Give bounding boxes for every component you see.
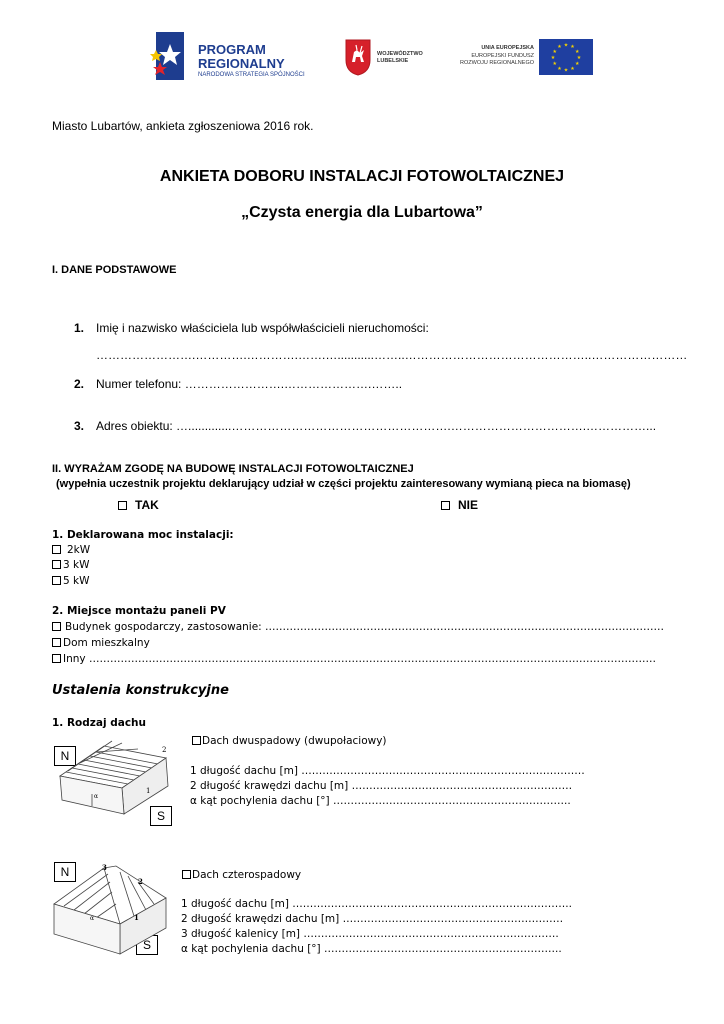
ue-line3: ROZWOJU REGIONALNEGO	[460, 60, 534, 66]
program-line3: NARODOWA STRATEGIA SPÓJNOŚCI	[198, 72, 305, 78]
roof1-south-label: S	[156, 809, 165, 823]
svg-text:★: ★	[550, 55, 556, 61]
roof1-label-1: 1	[146, 787, 151, 795]
svg-text:★: ★	[576, 55, 582, 61]
hip-roof-diagram	[50, 858, 172, 958]
svg-text:★: ★	[552, 48, 558, 55]
section2-heading: II. WYRAŻAM ZGODĘ NA BUDOWĘ INSTALACJI FOTOWOLTAICZNEJ	[52, 463, 414, 475]
mount-heading: 2. Miejsce montażu paneli PV	[52, 605, 226, 617]
ue-line1: UNIA EUROPEJSKA	[481, 45, 534, 51]
roof2-south-label: S	[142, 938, 151, 952]
power-option-3kw[interactable]	[52, 559, 89, 571]
power-3kw-checkbox[interactable]	[52, 560, 61, 569]
name-field-line[interactable]: …………………….………….………….…….…...........……..………………………………………..……………………	[96, 348, 688, 362]
mount-dom-checkbox[interactable]	[52, 638, 61, 647]
svg-text:★: ★	[563, 67, 569, 74]
roof2-field-length[interactable]: 1 długość dachu [m] ……………………………………………………………………..	[181, 898, 572, 910]
ue-line2: EUROPEJSKI FUNDUSZ	[471, 53, 534, 59]
roof1-field-length[interactable]: 1 długość dachu [m] ………………………………………………………………………	[190, 765, 585, 777]
roof2-label-alpha: α	[90, 915, 95, 922]
address-field-line[interactable]: Adres obiektu: ….............……………………………………………….…………………………….……………...	[96, 419, 657, 433]
nie-label: NIE	[458, 498, 479, 512]
svg-text:★: ★	[574, 48, 580, 55]
nie-checkbox[interactable]	[441, 501, 450, 510]
roof2-label-1: 1	[134, 913, 139, 922]
wojewodztwo-line1: WOJEWÓDZTWO	[377, 51, 423, 57]
svg-text:★: ★	[570, 44, 575, 51]
roof1-field-edge[interactable]: 2 długość krawędzi dachu [m] ………………………………………………………	[190, 780, 573, 792]
mount-option-dom[interactable]	[52, 637, 150, 649]
program-line1: PROGRAM	[198, 42, 266, 57]
item1-label: Imię i nazwisko właściciela lub współwłaścicieli nieruchomości:	[96, 321, 429, 335]
roof2-checkbox[interactable]	[182, 870, 191, 879]
nie-option[interactable]	[441, 498, 478, 512]
unia-europejska-logo	[454, 39, 594, 77]
svg-text:★: ★	[563, 42, 569, 49]
roof1-type-label: Dach dwuspadowy (dwupołaciowy)	[202, 735, 387, 747]
construction-heading: Ustalenia konstrukcyjne	[52, 683, 229, 698]
item1-num: 1.	[74, 321, 85, 335]
program-line2: REGIONALNY	[198, 56, 285, 71]
roof2-field-edge[interactable]: 2 długość krawędzi dachu [m] ………………………………………………………	[181, 913, 564, 925]
power-option-5kw[interactable]	[52, 575, 89, 587]
roof2-field-angle[interactable]: α kąt pochylenia dachu [°] …………………………………………………………..	[181, 943, 562, 955]
wojewodztwo-line2: LUBELSKIE	[377, 58, 409, 64]
phone-field-line[interactable]: Numer telefonu: …………………….………………….……..	[96, 377, 403, 391]
item2-num: 2.	[74, 377, 85, 391]
program-star-icon	[150, 30, 186, 82]
intro-line: Miasto Lubartów, ankieta zgłoszeniowa 2016 rok.	[52, 119, 314, 133]
roof-heading: 1. Rodzaj dachu	[52, 717, 146, 729]
tak-checkbox[interactable]	[118, 501, 127, 510]
gable-roof-diagram	[56, 738, 178, 820]
item3-num: 3.	[74, 419, 85, 433]
svg-text:★: ★	[557, 44, 562, 51]
page-title: ANKIETA DOBORU INSTALACJI FOTOWOLTAICZNEJ	[159, 168, 565, 185]
section2-subheading: (wypełnia uczestnik projektu deklarujący udział w części projektu zainteresowany wymianą pieca na biomasę)	[56, 478, 631, 490]
svg-text:★: ★	[574, 61, 580, 68]
roof2-label-2: 2	[138, 877, 143, 886]
power-2kw-checkbox[interactable]	[52, 545, 61, 554]
roof1-checkbox[interactable]	[192, 736, 201, 745]
roof2-type-label: Dach czterospadowy	[192, 869, 302, 881]
roof1-label-alpha: α	[94, 793, 99, 800]
svg-text:★: ★	[557, 65, 562, 72]
mount-option-inny[interactable]	[52, 653, 656, 665]
roof2-north-label: N	[60, 865, 70, 879]
mount-gospodarczy-label: Budynek gospodarczy, zastosowanie: ……………………………………………………………………………………………………	[65, 621, 665, 633]
wojewodztwo-logo	[344, 38, 439, 78]
roof2-field-ridge[interactable]: 3 długość kalenicy [m] ……………………………………………………………….	[181, 928, 559, 940]
coat-of-arms-icon	[344, 38, 372, 76]
power-3kw-label: 3 kW	[63, 559, 90, 571]
mount-inny-checkbox[interactable]	[52, 654, 61, 663]
roof1-field-angle[interactable]: α kąt pochylenia dachu [°] …………………………………………………………..	[190, 795, 571, 807]
svg-text:★: ★	[570, 65, 575, 72]
tak-label: TAK	[135, 498, 159, 512]
tak-option[interactable]	[118, 498, 159, 512]
section1-heading: I. DANE PODSTAWOWE	[52, 264, 177, 276]
eu-flag-icon	[539, 39, 593, 75]
page-subtitle: „Czysta energia dla Lubartowa”	[241, 204, 483, 221]
program-regionalny-logo	[150, 30, 320, 85]
roof1-north-label: N	[60, 749, 70, 763]
power-heading: 1. Deklarowana moc instalacji:	[52, 529, 234, 541]
mount-dom-label: Dom mieszkalny	[63, 637, 150, 649]
mount-option-gospodarczy[interactable]	[52, 621, 664, 633]
mount-inny-label: Inny ………………………………………………………………………………………………………………………………………………	[63, 653, 656, 665]
svg-text:★: ★	[552, 61, 558, 68]
roof2-option[interactable]	[182, 869, 301, 881]
power-option-2kw[interactable]	[52, 544, 90, 556]
mount-gospodarczy-checkbox[interactable]	[52, 622, 61, 631]
power-5kw-checkbox[interactable]	[52, 576, 61, 585]
roof1-label-2: 2	[162, 746, 167, 754]
power-2kw-label: 2kW	[67, 544, 91, 556]
power-5kw-label: 5 kW	[63, 575, 90, 587]
roof1-option[interactable]	[192, 735, 387, 747]
roof2-label-3: 3	[102, 863, 107, 872]
